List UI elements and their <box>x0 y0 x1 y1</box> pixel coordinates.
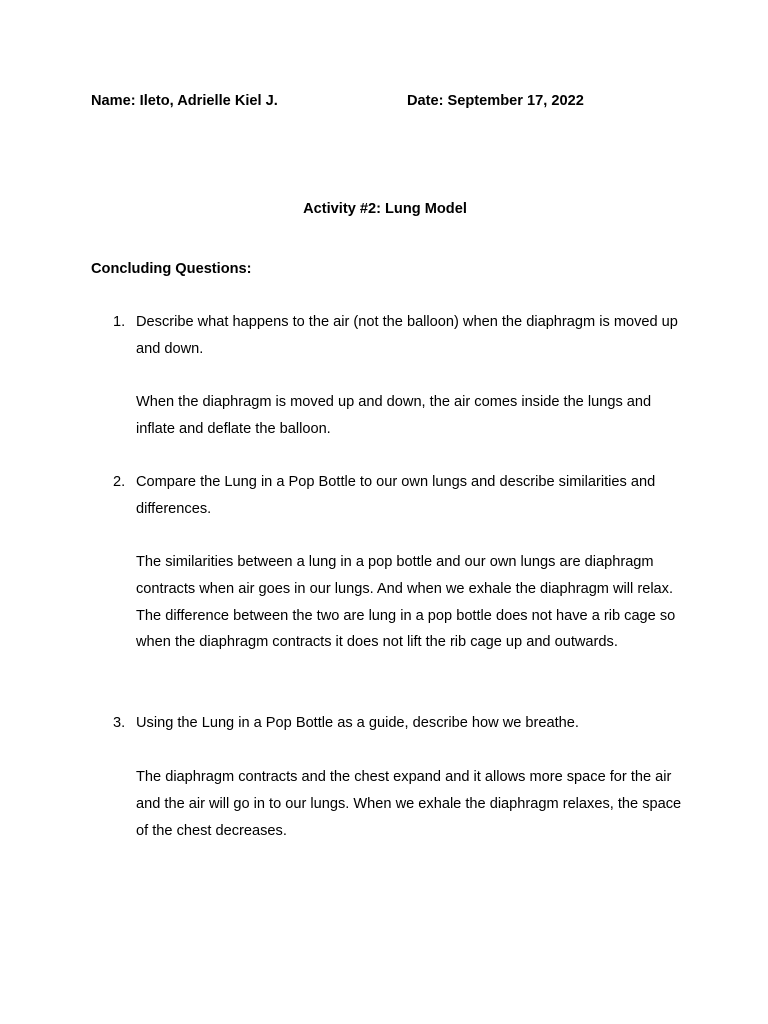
student-name: Name: Ileto, Adrielle Kiel J. <box>91 93 278 109</box>
activity-title <box>0 201 768 217</box>
answer-text: When the diaphragm is moved up and down, the air comes inside the lungs and inflate and deflate the balloon. <box>136 394 652 437</box>
answer-text: The diaphragm contracts and the chest expand and it allows more space for the air and the air will go in to our lungs. When we exhale the diaphragm relaxes, the space of the chest decreases. <box>136 769 682 839</box>
question-text: Compare the Lung in a Pop Bottle to our own lungs and describe similarities and differences. <box>136 474 656 517</box>
question-number: 2. <box>113 474 126 490</box>
section-heading: Concluding Questions: <box>91 261 252 277</box>
question-text: Using the Lung in a Pop Bottle as a guide, describe how we breathe. <box>136 715 579 731</box>
question-number: 3. <box>113 715 126 731</box>
document-date: Date: September 17, 2022 <box>407 93 584 109</box>
answer-text: The similarities between a lung in a pop bottle and our own lungs are diaphragm contracts when air goes in our lungs. And when we exhale the diaphragm will relax. The difference between the two are lung in a pop bottle does not have a rib cage so when the diaphragm contracts it does not lift the rib cage up and outwards. <box>136 554 676 651</box>
question-text: Describe what happens to the air (not the balloon) when the diaphragm is moved up and down. <box>136 314 678 357</box>
activity-title-text: Activity #2: Lung Model <box>303 201 467 217</box>
question-number: 1. <box>113 314 126 330</box>
